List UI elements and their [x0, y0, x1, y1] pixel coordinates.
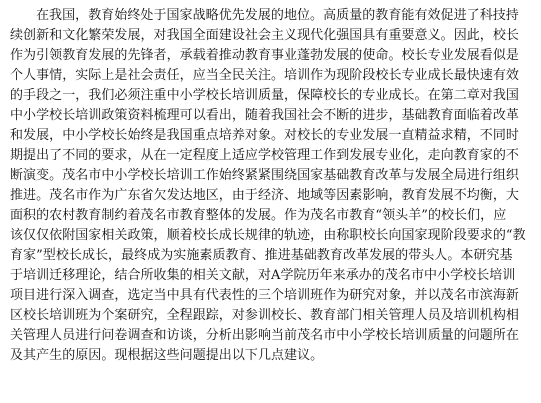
- paragraph-line-13: 育家”型校长成长，最终成为实施素质教育、推进基础教育改革发展的带头人。本研究基: [10, 248, 513, 263]
- paragraph-line-1: 在我国，教育始终处于国家战略优先发展的地位。高质量的教育能有效促进了科技持: [36, 8, 519, 23]
- paragraph-line-7: 和发展，中小学校长始终是我国重点培养对象。对校长的专业发展一直精益求精，不同时: [10, 128, 519, 143]
- paragraph-line-11: 面积的农村教育制约着茂名市教育整体的发展。作为茂名市教育“领头羊”的校长们，应: [10, 208, 507, 223]
- body-paragraph: [10, 6, 531, 366]
- paragraph-line-8: 期提出了不同的要求，从在一定程度上适应学校管理工作到发展专业化，走向教育家的不: [10, 148, 519, 163]
- paragraph-line-18: 及其产生的原因。现根据这些问题提出以下几点建议。: [10, 348, 324, 363]
- paragraph-line-4: 个人事情，实际上是社会责任，应当全民关注。培训作为现阶段校长专业成长最快速有效: [10, 68, 519, 83]
- paragraph-line-6: 中小学校长培训政策资料梳理可以看出，随着我国社会不断的进步，基础教育面临着改革: [10, 108, 519, 123]
- paragraph-line-9: 断演变。茂名市中小学校长培训工作始终紧紧围绕国家基础教育改革与发展全局进行组织: [10, 168, 519, 183]
- paragraph-line-14: 于培训迁移理论，结合所收集的相关文献，对A学院历年来承办的茂名市中小学校长培训: [10, 268, 516, 283]
- paragraph-line-12: 该仅仅依附国家相关政策，顺着校长成长规律的轨迹，由称职校长向国家现阶段要求的“教: [10, 228, 526, 243]
- paragraph-line-16: 区校长培训班为个案研究，全程跟踪，对参训校长、教育部门相关管理人员及培训机构相: [10, 308, 519, 323]
- paragraph-line-2: 续创新和文化繁荣发展，对我国全面建设社会主义现代化强国具有重要意义。因此，校长: [10, 28, 519, 43]
- paragraph-line-5: 的手段之一，我们必须注重中小学校长培训质量，保障校长的专业成长。在第二章对我国: [10, 88, 519, 103]
- paragraph-line-15: 项目进行深入调查，选定当中具有代表性的三个培训班作为研究对象，并以茂名市滨海新: [10, 288, 519, 303]
- paragraph-line-3: 作为引领教育发展的先锋者，承载着推动教育事业蓬勃发展的使命。校长专业发展看似是: [10, 48, 519, 63]
- paragraph-line-17: 关管理人员进行问卷调查和访谈，分析出影响当前茂名市中小学校长培训质量的问题所在: [10, 328, 519, 343]
- paragraph-line-10: 推进。茂名市作为广东省欠发达地区，由于经济、地域等因素影响，教育发展不均衡，大: [10, 188, 519, 203]
